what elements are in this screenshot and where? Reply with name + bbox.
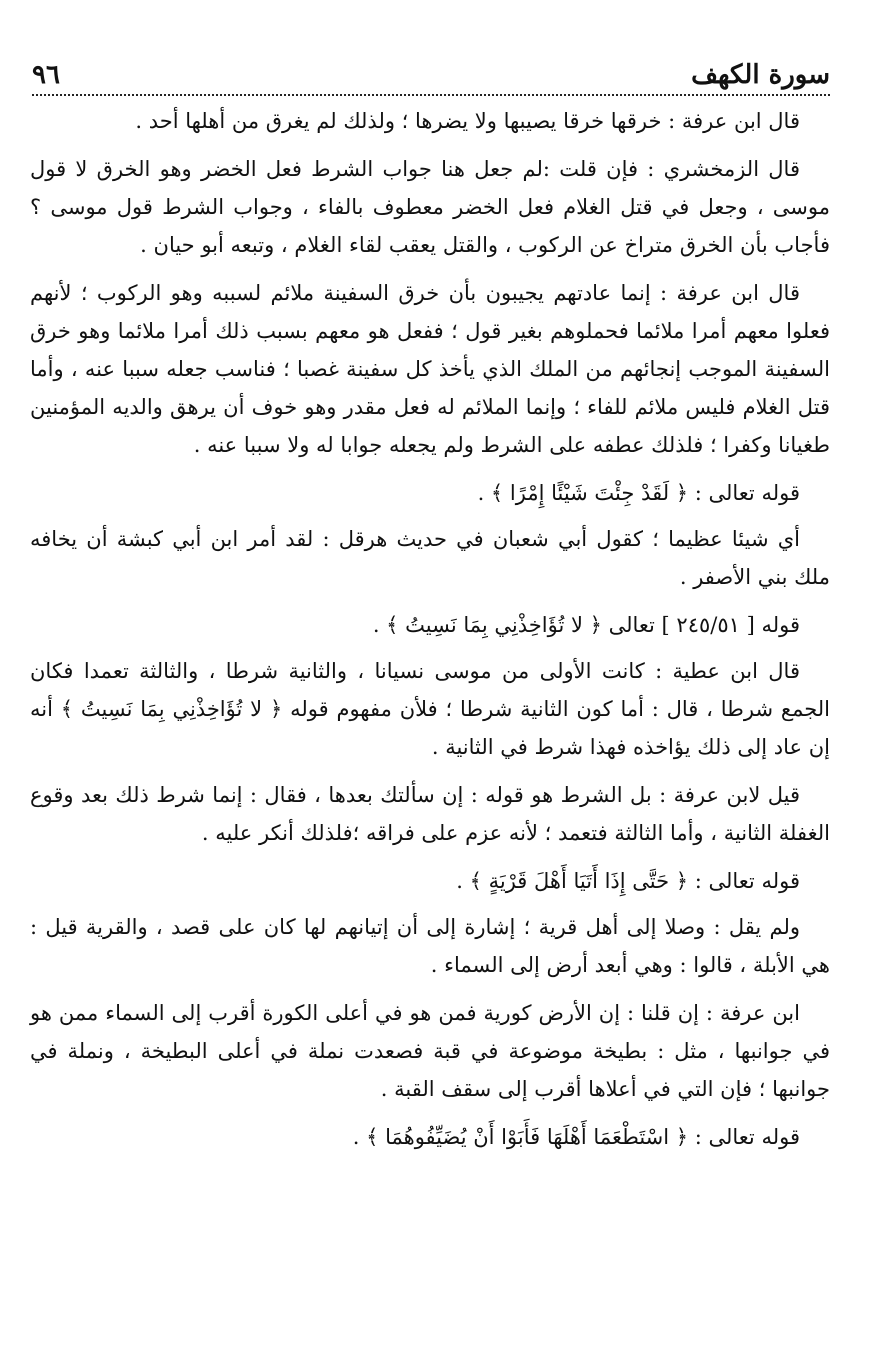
verse-quote-2: قوله [ ٢٤٥/٥١ ] تعالى ﴿ لا تُؤَاخِذْنِي بِمَا نَسِيتُ ﴾ . (372, 613, 800, 637)
verse-quote-4: قوله تعالى : ﴿ اسْتَطْعَمَا أَهْلَهَا فَأَبَوْا أَنْ يُضَيِّفُوهُمَا ﴾ . (352, 1125, 800, 1149)
running-header (32, 52, 830, 96)
paragraph-3: قال ابن عرفة : إنما عادتهم يجيبون بأن خرق السفينة ملائم لسببه وهو الركوب ؛ لأنهم فعلوا معهم أمرا ملائما فحملوهم بغير قول ؛ ففعل هو معهم بسبب ذلك أمرا ملائما وهو خرق السفينة الموجب إنجائهم من الملك الذي يأخذ كل سفينة غصبا ؛ فناسب جعله سببا عنه ، وأما قتل الغلام فليس ملائم للفاء ؛ وإنما الملائم له فعل مقدر وهو خوف أن يرهق والديه المؤمنين طغيانا وكفرا ؛ فلذلك عطفه على الشرط ولم يجعله جوابا له ولا سببا عنه . (30, 281, 830, 457)
paragraph-11: ابن عرفة : إن قلنا : إن الأرض كورية فمن هو في أعلى الكورة أقرب إلى السماء ممن هو في جوانبها ، مثل : بطيخة موضوعة في قبة فصعدت نملة في أعلى البطيخة ، ونملة في جوانبها ؛ فإن التي في أعلاها أقرب إلى سقف القبة . (30, 1001, 830, 1101)
paragraph-8: قيل لابن عرفة : بل الشرط هو قوله : إن سألتك بعدها ، فقال : إنما شرط ذلك بعد وقوع الغفلة الثانية ، وأما الثالثة فتعمد ؛ لأنه عزم على فراقه ؛فلذلك أنكر عليه . (30, 783, 830, 845)
paragraph-1: قال ابن عرفة : خرقها خرقا يصيبها ولا يضرها ؛ ولذلك لم يغرق من أهلها أحد . (135, 109, 800, 133)
paragraph-10: ولم يقل : وصلا إلى أهل قرية ؛ إشارة إلى أن إتيانهم لها كان على قصد ، والقرية قيل : هي الأبلة ، قالوا : وهي أبعد أرض إلى السماء . (30, 915, 830, 977)
verse-quote-3: قوله تعالى : ﴿ حَتَّى إِذَا أَتَيَا أَهْلَ قَرْيَةٍ ﴾ . (456, 869, 800, 893)
page-number: ٩٦ (32, 60, 60, 90)
paragraph-5: أي شيئا عظيما ؛ كقول أبي شعبان في حديث هرقل : لقد أمر ابن أبي كبشة أن يخافه ملك بني الأصفر . (30, 527, 830, 589)
paragraph-2: قال الزمخشري : فإن قلت :لم جعل هنا جواب الشرط فعل الخضر وهو الخرق لا قول موسى ، وجعل في قتل الغلام فعل الخضر معطوف بالفاء ، وجواب الشرط قول موسى ؟ فأجاب بأن الخرق متراخ عن الركوب ، والقتل يعقب لقاء الغلام ، وتبعه أبو حيان . (30, 157, 830, 257)
verse-quote-1: قوله تعالى : ﴿ لَقَدْ جِئْتَ شَيْئًا إِمْرًا ﴾ . (477, 481, 800, 505)
book-page (30, 52, 830, 1164)
paragraph-7: قال ابن عطية : كانت الأولى من موسى نسيانا ، والثانية شرطا ، والثالثة تعمدا فكان الجمع شرطا ، قال : أما كون الثانية شرطا ؛ فلأن مفهوم قوله ﴿ لا تُؤَاخِذْنِي بِمَا نَسِيتُ ﴾ أنه إن عاد إلى ذلك يؤاخذه فهذا شرط في الثانية . (30, 659, 830, 759)
page-body (30, 102, 830, 1156)
surah-title: سورة الكهف (691, 60, 830, 90)
